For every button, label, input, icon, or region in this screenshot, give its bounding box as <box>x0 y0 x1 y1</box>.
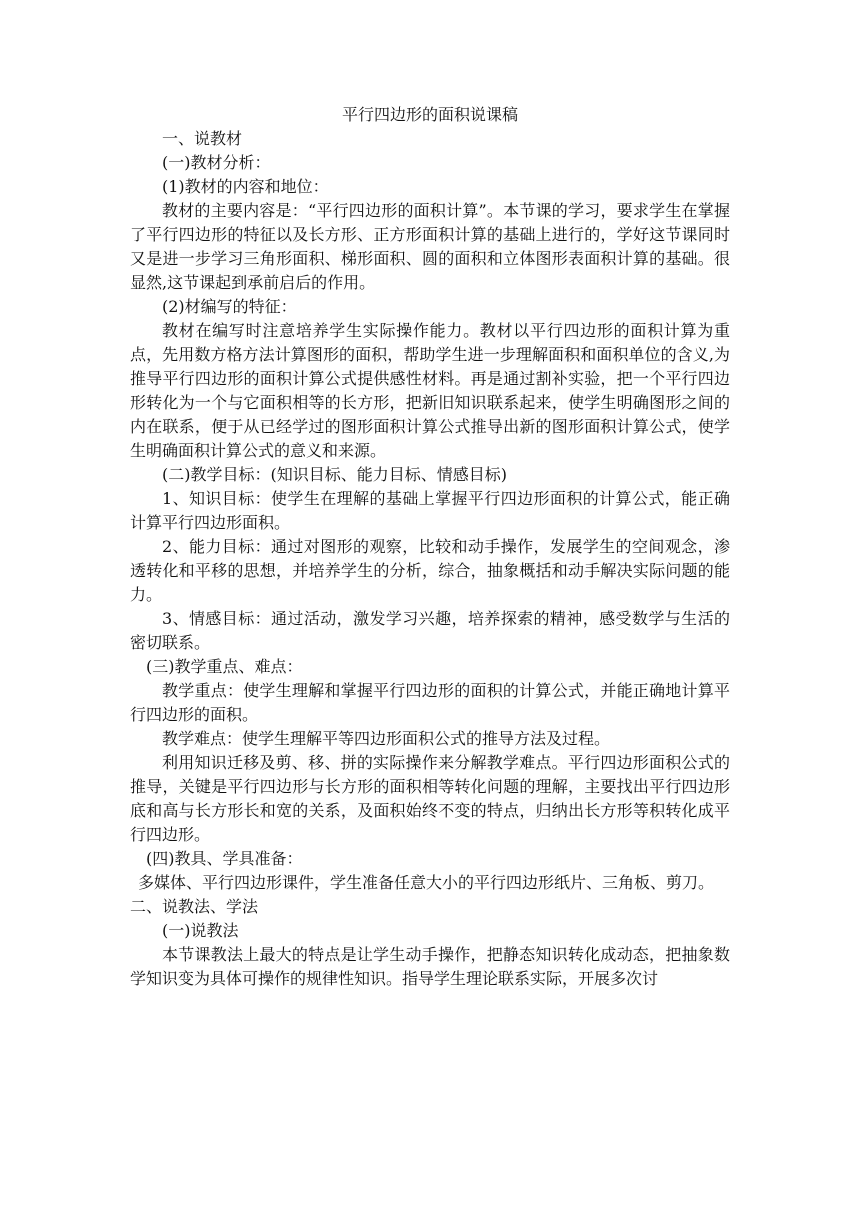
paragraph: 多媒体、平行四边形课件，学生准备任意大小的平行四边形纸片、三角板、剪刀。 <box>138 873 715 892</box>
paragraph: 3、情感目标：通过活动，激发学习兴趣，培养探索的精神，感受数学与生活的密切联系。 <box>130 609 730 652</box>
paragraph: (2)材编写的特征： <box>162 297 297 316</box>
paragraph: 教学重点：使学生理解和掌握平行四边形的面积的计算公式，并能正确地计算平行四边形的面积。 <box>130 681 730 724</box>
paragraph: 本节课教法上最大的特点是让学生动手操作，把静态知识转化成动态，把抽象数学知识变为具体可操作的规律性知识。指导学生理论联系实际，开展多次讨 <box>130 945 730 988</box>
paragraph: (一)说教法 <box>162 921 239 940</box>
paragraph: 教材在编写时注意培养学生实际操作能力。教材以平行四边形的面积计算为重点，先用数方格方法计算图形的面积，帮助学生进一步理解面积和面积单位的含义,为推导平行四边形的面积计算公式提供感性材料。再是通过割补实验，把一个平行四边形转化为一个与它面积相等的长方形，把新旧知识联系起来，使学生明确图形之间的内在联系，便于从已经学过的图形面积计算公式推导出新的图形面积计算公式，使学生明确面积计算公式的意义和来源。 <box>130 321 730 460</box>
paragraph: (1)教材的内容和地位： <box>162 177 329 196</box>
paragraph: 2、能力目标：通过对图形的观察，比较和动手操作，发展学生的空间观念，渗透转化和平移的思想，并培养学生的分析，综合，抽象概括和动手解决实际问题的能力。 <box>130 537 730 604</box>
paragraph: (一)教材分析： <box>162 153 271 172</box>
paragraph: (四)教具、学具准备： <box>146 849 303 868</box>
paragraph: 1、知识目标：使学生在理解的基础上掌握平行四边形面积的计算公式，能正确计算平行四边形面积。 <box>130 489 730 532</box>
paragraph: 二、说教法、学法 <box>130 897 259 916</box>
paragraph: 一、说教材 <box>162 129 243 148</box>
paragraph: 利用知识迁移及剪、移、拼的实际操作来分解教学难点。平行四边形面积公式的推导，关键是平行四边形与长方形的面积相等转化问题的理解，主要找出平行四边形底和高与长方形长和宽的关系，及面积始终不变的特点，归纳出长方形等积转化成平行四边形。 <box>130 753 730 844</box>
paragraph: (三)教学重点、难点： <box>146 657 303 676</box>
paragraph-list <box>130 127 730 991</box>
paragraph: 教学难点：使学生理解平等四边形面积公式的推导方法及过程。 <box>162 729 611 748</box>
paragraph: (二)教学目标：(知识目标、能力目标、情感目标) <box>162 465 507 484</box>
document-title: 平行四边形的面积说课稿 <box>341 105 518 124</box>
paragraph: 教材的主要内容是：“平行四边形的面积计算”。本节课的学习，要求学生在掌握了平行四边形的特征以及长方形、正方形面积计算的基础上进行的，学好这节课同时又是进一步学习三角形面积、梯形面积、圆的面积和立体图形表面积计算的基础。很显然,这节课起到承前启后的作用。 <box>130 201 730 292</box>
document-body <box>130 103 730 991</box>
